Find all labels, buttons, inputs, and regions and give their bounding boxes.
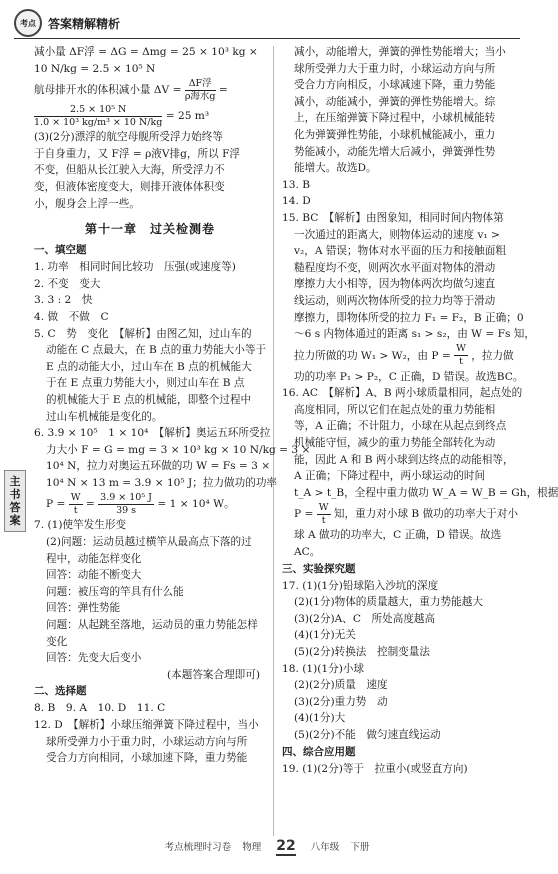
answer-line: 上，在压缩弹簧下降过程中，小球机械能转: [294, 112, 496, 125]
answer-line: 12. D 【解析】小球压缩弹簧下降过程中，当小: [34, 719, 259, 731]
fraction-denominator: t: [73, 504, 78, 516]
side-tab-char: 书: [9, 488, 21, 501]
answer-line: 高度相同，所以它们在起点处的重力势能相: [294, 403, 496, 416]
fraction-numerator: W: [318, 501, 329, 513]
answer-line: 2. 不变 变大: [34, 277, 101, 290]
answer-line: 球所受弹力小于重力时，小球运动方向与所: [46, 735, 248, 748]
answer-line: 回答：先变大后变小: [46, 652, 142, 665]
footer-subject: 物理: [242, 842, 262, 853]
answer-note: (本题答案合理即可): [166, 668, 260, 681]
answer-line: 于在 E 点重力势能大小，则过山车在 B 点: [46, 377, 245, 390]
answer-line: A 正确；下降过程中，两小球运动的时间: [294, 470, 486, 483]
answer-line: 功的功率 P₁ > P₂，C 正确，D 错误。故选BC。: [294, 370, 524, 383]
answer-line: 化为弹簧弹性势能，小球机械能减小，重力: [294, 128, 496, 141]
answer-line: 14. D: [282, 195, 311, 208]
page-footer: [0, 838, 534, 854]
answer-line: 线运动，则两次物体所受的拉力均等于滑动: [294, 294, 496, 307]
answer-line: 19. (1)(2分)等于 拉重小(或竖直方向): [282, 762, 468, 775]
footer-book: 考点梳理时习卷: [164, 842, 232, 853]
answer-line: 势能减小，动能先增大后减小，弹簧弹性势: [294, 145, 496, 158]
answer-line: (4)(1分)无关: [294, 629, 356, 642]
answer-line: 减小，动能增大，弹簧的弹性势能增大；当小: [294, 46, 506, 58]
answer-line: 问题：被压弯的竿具有什么能: [46, 585, 184, 598]
header-divider: [14, 38, 520, 39]
answer-line: (3)(2分)重力势 动: [294, 695, 388, 708]
answer-line: 力大小 F = G = mg = 3 × 10³ kg × 10 N/kg = 3 ×: [46, 443, 311, 456]
answer-line: 8. B 9. A 10. D 11. C: [34, 702, 166, 715]
fraction-denominator: 1.0 × 10³ kg/m³ × 10 N/kg: [34, 116, 163, 128]
footer-grade: 八年级: [310, 842, 340, 853]
answer-line: 摩擦力大小相等，因为物体两次均做匀速直: [294, 278, 496, 291]
answer-line: 球所受弹力大于重力时，小球运动方向与所: [294, 62, 496, 75]
formula-text: P =: [46, 498, 66, 511]
answer-line: 16. AC 【解析】A、B 两小球质量相同，起点处的: [282, 387, 523, 400]
answer-line: 10⁴ N × 13 m = 3.9 × 10⁵ J；拉力做功的功率: [46, 476, 278, 489]
text-line: (3)(2分)漂浮的航空母舰所受浮力始终等: [34, 131, 223, 144]
answer-line: (2)(1分)物体的质量越大，重力势能越大: [294, 596, 483, 609]
answer-line: 回答：动能不断变大: [46, 569, 142, 582]
brand-logo: 考点: [14, 9, 42, 37]
answer-line: ～6 s 内物体通过的距离 s₁ > s₂，由 W = Fs 知，: [294, 328, 535, 341]
answer-line: (2)问题：运动员越过横竿从最高点下落的过: [46, 536, 252, 549]
answer-line: 球 A 做功的功率大，C 正确，D 错误。故选: [294, 529, 502, 542]
answer-line: 减小，动能减小，弹簧的弹性势能增大。综: [294, 95, 496, 108]
answer-line: 等，A 正确；不计阻力，小球在从起点到终点: [294, 420, 507, 433]
answer-line: 一次通过的距离大，则物体运动的速度 v₁ >: [294, 228, 500, 241]
formula-text: ，拉力做: [471, 349, 514, 362]
answer-line: 10⁴ N，拉力对奥运五环做的功 W = Fs = 3 ×: [46, 460, 271, 473]
chapter-title: [34, 218, 266, 240]
text-line: 10 N/kg = 2.5 × 10⁵ N: [34, 62, 156, 75]
answer-line: 的机械能大于 E 点的机械能，即整个过程中: [46, 393, 252, 406]
answer-line: (5)(2分)转换法 控制变量法: [294, 646, 430, 658]
side-tab: [4, 470, 26, 532]
answer-line: 受合力方向相同，小球加速下降，重力势能: [46, 752, 248, 765]
formula-text: = 1 × 10⁴ W。: [157, 498, 235, 511]
header-title: 答案精解精析: [48, 16, 121, 31]
answer-line: t_A > t_B，全程中重力做功 W_A = W_B = Gh，根据: [294, 486, 558, 499]
text-line: 于自身重力，又 F浮 = ρ液V排g，所以 F浮: [34, 147, 241, 160]
answer-line: 3. 3 : 2 快: [34, 294, 93, 307]
answer-line: 15. BC 【解析】由图象知，相同时间内物体第: [282, 211, 504, 224]
answer-line: 糙程度均不变，则两次水平面对物体的滑动: [294, 261, 496, 274]
fraction: [454, 343, 468, 368]
section-heading: 三、实验探究题: [282, 562, 356, 575]
answer-line: 4. 做 不做 C: [34, 310, 109, 323]
answer-line: 回答：弹性势能: [46, 602, 121, 615]
side-tab-char: 主: [9, 475, 21, 488]
fraction-denominator: ρ海水g: [184, 90, 216, 102]
fraction-numerator: 2.5 × 10⁵ N: [34, 104, 162, 117]
answer-line: v₂，A 错误；物体对水平面的压力和接触面粗: [294, 245, 506, 258]
fraction-denominator: 39 s: [116, 504, 137, 516]
answer-line: 机械能守恒，减少的重力势能全部转化为动: [294, 437, 496, 450]
answer-line: (2)(2分)质量 速度: [294, 679, 388, 692]
answer-line: 能增大。故选D。: [294, 162, 377, 175]
side-tab-char: 案: [9, 514, 21, 527]
answer-line: 过山车机械能是变化的。: [46, 410, 163, 423]
answer-line: AC。: [294, 546, 321, 559]
fraction-numerator: ΔF浮: [185, 78, 216, 91]
answer-line: (3)(2分)A、C 所处高度越高: [294, 612, 436, 625]
answer-line: 5. C 势 变化 【解析】由图乙知，过山车的: [34, 327, 252, 340]
answer-line: 摩擦力，即物体所受的拉力 F₁ = F₂，B 正确；0: [294, 311, 524, 324]
answer-line: 问题：从起跳至落地，运动员的重力势能怎样: [46, 619, 258, 632]
formula-line: [34, 103, 266, 129]
formula-line: [34, 77, 266, 103]
answer-line: 1. 功率 相同时间比较功 压强(或速度等): [34, 261, 236, 274]
answer-line: (5)(2分)不能 做匀速直线运动: [294, 728, 441, 741]
fraction: [185, 78, 216, 103]
answer-line: 7. (1)使竿发生形变: [34, 519, 127, 532]
right-column: [282, 44, 558, 777]
answer-line: 17. (1)(1分)铅球陷入沙坑的深度: [282, 579, 439, 592]
formula-line: [282, 343, 520, 369]
side-tab-char: 答: [9, 501, 21, 514]
answer-line: 受合力方向相反，小球减速下降，重力势能: [294, 79, 496, 92]
fraction-numerator: W: [70, 491, 81, 503]
answer-line: 变化: [46, 635, 68, 648]
chapter-title-text: 第十一章 过关检测卷: [84, 222, 215, 237]
text-line: 减小量 ΔF浮 = ΔG = Δmg = 25 × 10³ kg ×: [34, 46, 258, 58]
answer-line: E 点的动能大小，过山车在 B 点的机械能大: [46, 360, 252, 373]
formula-text: P =: [294, 508, 314, 521]
text-line: 小，舰身会上浮一些。: [34, 197, 140, 210]
formula-text: = 25 m³: [165, 110, 210, 123]
section-heading: 一、填空题: [34, 244, 87, 257]
answer-line: 13. B: [282, 178, 310, 191]
formula-line: [34, 491, 266, 517]
fraction-numerator: W: [456, 343, 466, 355]
section-heading: 二、选择题: [34, 685, 87, 698]
formula-line: [282, 501, 520, 527]
formula-text: 拉力所做的功 W₁ > W₂，由 P =: [294, 349, 451, 362]
fraction-denominator: t: [321, 514, 326, 526]
answer-line: 动能在 C 点最大，在 B 点的重力势能大小等于: [46, 344, 267, 357]
answer-line: 程中，动能怎样变化: [46, 552, 142, 565]
formula-text: 航母排开水的体积减小量 ΔV =: [34, 84, 182, 97]
fraction-numerator: 3.9 × 10⁵ J: [100, 491, 152, 503]
answer-line: 能，因此 A 和 B 两小球到达终点的动能相等，: [294, 453, 514, 466]
footer-term: 下册: [350, 842, 370, 853]
fraction: [69, 492, 83, 517]
formula-text: =: [85, 498, 95, 511]
formula-text: 知，重力对小球 B 做功的功率大于对小: [333, 508, 518, 521]
text-line: 不变，但船从长江驶入大海，所受浮力不: [34, 164, 225, 177]
formula-text: =: [218, 84, 228, 97]
text-line: 变，但液体密度变大，则排开液体体积变: [34, 180, 225, 193]
fraction: [317, 502, 331, 527]
page-number: 22: [276, 838, 296, 854]
fraction: [34, 104, 162, 129]
fraction: [98, 492, 154, 517]
fraction-denominator: t: [459, 356, 463, 368]
answer-line: 18. (1)(1分)小球: [282, 662, 365, 675]
answer-line: 6. 3.9 × 10⁵ 1 × 10⁴ 【解析】奥运五环所受拉: [34, 427, 271, 440]
section-heading: 四、综合应用题: [282, 745, 356, 758]
answer-line: (4)(1分)大: [294, 712, 346, 725]
header-bar: [14, 10, 120, 36]
